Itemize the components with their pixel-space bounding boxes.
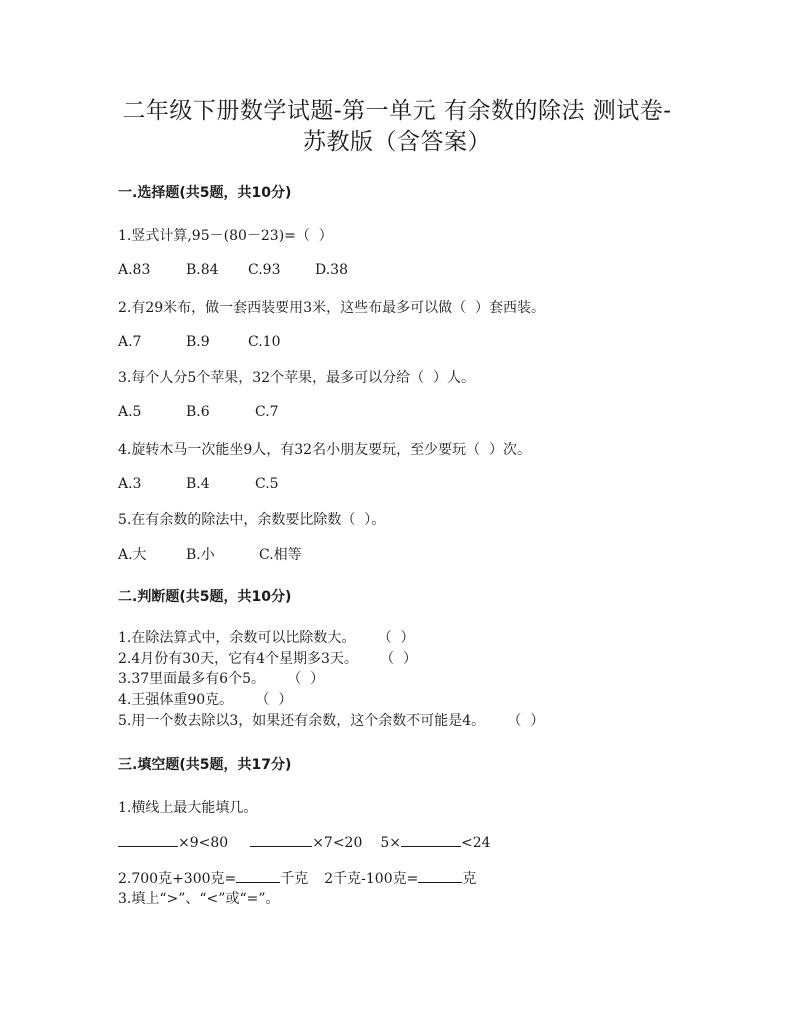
question-1-4: 4.旋转木马一次能坐9人，有32名小朋友要玩，至少要玩（ ）次。 bbox=[118, 442, 531, 458]
question-1-3: 3.每个人分5个苹果，32个苹果，最多可以分给（ ）人。 bbox=[118, 370, 475, 386]
option-b: B.6 bbox=[186, 404, 210, 420]
option-b: B.4 bbox=[186, 476, 210, 492]
answer-blank[interactable] bbox=[401, 832, 461, 847]
option-c: C.10 bbox=[248, 334, 281, 350]
option-b: B.9 bbox=[186, 334, 210, 350]
option-a: A.5 bbox=[118, 404, 142, 420]
expr-c-pre: 5× bbox=[380, 835, 402, 851]
question-1-1: 1.竖式计算,95－(80－23)=（ ） bbox=[118, 228, 333, 244]
fill-question-1: 1.横线上最大能填几。 bbox=[118, 800, 258, 816]
part-b-pre: 2千克-100克= bbox=[324, 871, 419, 887]
answer-blank[interactable] bbox=[250, 832, 312, 847]
option-c: C.7 bbox=[255, 404, 279, 420]
expr-b: ×7<20 bbox=[312, 835, 363, 851]
judge-item-4: 4.王强体重90克。 （ ） bbox=[118, 692, 293, 708]
option-c: C.5 bbox=[255, 476, 279, 492]
part-b-post: 克 bbox=[462, 871, 477, 887]
judge-item-2: 2.4月份有30天，它有4个星期多3天。 （ ） bbox=[118, 651, 418, 667]
answer-blank[interactable] bbox=[118, 832, 178, 847]
option-a: A.83 bbox=[118, 262, 151, 278]
judge-item-3: 3.37里面最多有6个5。 （ ） bbox=[118, 671, 325, 687]
fill-question-3: 3.填上“>”、“<”或“=”。 bbox=[118, 891, 280, 907]
question-1-2: 2.有29米布，做一套西装要用3米，这些布最多可以做（ ）套西装。 bbox=[118, 300, 545, 316]
judge-item-1: 1.在除法算式中，余数可以比除数大。 （ ） bbox=[118, 630, 415, 646]
option-b: B.小 bbox=[186, 547, 215, 563]
title-line-2: 苏教版（含答案） bbox=[303, 129, 491, 155]
section-1-heading: 一.选择题(共5题，共10分) bbox=[118, 185, 292, 201]
judge-item-5: 5.用一个数去除以3，如果还有余数，这个余数不可能是4。 （ ） bbox=[118, 713, 545, 729]
option-c: C.93 bbox=[248, 262, 281, 278]
option-b: B.84 bbox=[186, 262, 219, 278]
expr-a: ×9<80 bbox=[178, 835, 229, 851]
part-a-pre: 2.700克+300克= bbox=[118, 871, 237, 887]
part-a-post: 千克 bbox=[280, 871, 309, 887]
title-line-1: 二年级下册数学试题-第一单元 有余数的除法 测试卷- bbox=[122, 98, 672, 124]
expr-c-post: <24 bbox=[461, 835, 491, 851]
fill-question-1-exprs bbox=[118, 832, 491, 851]
section-3-heading: 三.填空题(共5题，共17分) bbox=[118, 757, 292, 773]
option-a: A.7 bbox=[118, 334, 142, 350]
question-1-5: 5.在有余数的除法中，余数要比除数（ ）。 bbox=[118, 512, 386, 528]
option-a: A.3 bbox=[118, 476, 142, 492]
section-2-heading: 二.判断题(共5题，共10分) bbox=[118, 589, 292, 605]
option-a: A.大 bbox=[118, 547, 147, 563]
answer-blank[interactable] bbox=[418, 868, 462, 883]
fill-question-2 bbox=[118, 868, 476, 888]
option-c: C.相等 bbox=[259, 547, 302, 563]
option-d: D.38 bbox=[315, 262, 348, 278]
answer-blank[interactable] bbox=[236, 868, 280, 883]
